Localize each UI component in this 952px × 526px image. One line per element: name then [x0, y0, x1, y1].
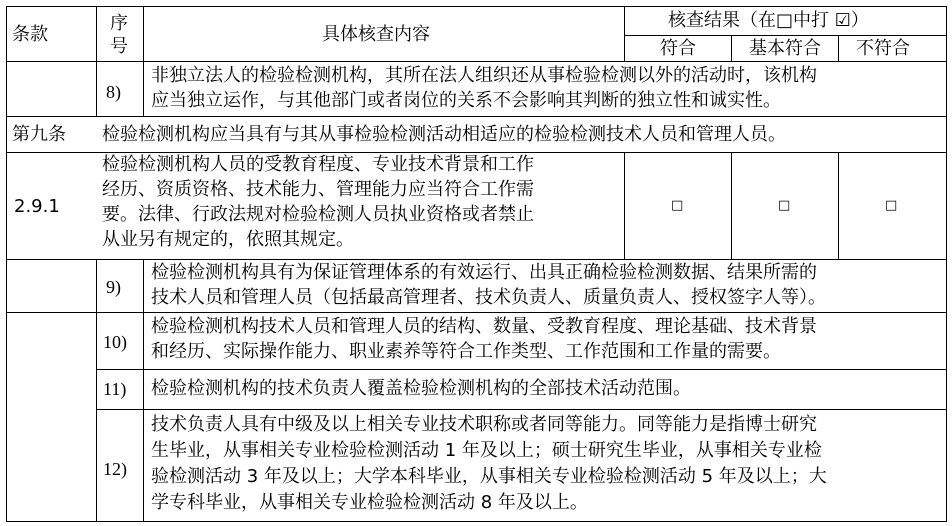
seq-number: 8): [106, 82, 121, 102]
text-line: 从业另有规定的，依照其规定。: [102, 229, 354, 250]
item-text: [151, 262, 826, 309]
header-bottom-line: [6, 61, 946, 62]
header-option-basic: 基本符合: [749, 38, 821, 59]
table-border-left: [6, 6, 7, 522]
checkbox-nonconform[interactable]: □: [885, 198, 898, 213]
clause-text: 检验检测机构应当具有与其从事检验检测活动相适应的检验检测技术人员和管理人员。: [102, 124, 786, 145]
item-text: 检验检测机构的技术负责人覆盖检验检测机构的全部技术活动范围。: [151, 378, 691, 399]
clause-col-line: [96, 259, 97, 522]
table-border-top: [6, 6, 946, 7]
checkbox-basic-conform[interactable]: □: [778, 198, 791, 213]
row-line: [6, 259, 946, 260]
header-option-nonconform: 不符合: [856, 38, 910, 59]
text-line: 经历、资质资格、技术能力、管理能力应当符合工作需: [102, 179, 534, 200]
text-line: 检验检测机构具有为保证管理体系的有效运行、出具正确检验检测数据、结果所需的: [151, 262, 817, 283]
item-text: [151, 65, 817, 112]
text-line: 技术负责人具有中级及以上相关专业技术职称或者同等能力。同等能力是指博士研究: [151, 414, 817, 435]
table-border-right: [946, 6, 947, 522]
header-option-conform: 符合: [660, 38, 696, 59]
seq-number: 9): [106, 277, 121, 297]
row-line: [6, 152, 946, 153]
result-sub-line: [731, 152, 732, 260]
seq-col-line: [143, 259, 144, 522]
result-col-line: [624, 6, 625, 62]
result-col-line: [624, 152, 625, 260]
row-line: [6, 312, 946, 313]
result-sub-line: [838, 152, 839, 260]
text-line: 学专科毕业，从事相关专业检验检测活动 8 年及以上。: [151, 492, 588, 513]
header-content: 具体核查内容: [322, 24, 430, 45]
row-line: [96, 369, 946, 370]
item-text: [151, 414, 827, 514]
result-subheader-line: [624, 35, 946, 36]
seq-number: 12): [103, 459, 127, 479]
header-seq-line2: 号: [110, 36, 128, 57]
item-text: [151, 316, 817, 363]
header-seq-line1: 序: [110, 13, 128, 34]
row-line: [6, 116, 946, 117]
text-line: 检验检测机构技术人员和管理人员的结构、数量、受教育程度、理论基础、技术背景: [151, 316, 817, 337]
text-line: 检验检测机构人员的受教育程度、专业技术背景和工作: [102, 154, 534, 175]
clause-number: 2.9.1: [14, 196, 60, 217]
text-line: 要。法律、行政法规对检验检测人员执业资格或者禁止: [102, 204, 534, 225]
text-line: 技术人员和管理人员（包括最高管理者、技术负责人、质量负责人、授权签字人等）。: [151, 287, 826, 308]
text-line: 生毕业，从事相关专业检验检测活动 1 年及以上；硕士研究生毕业，从事相关专业检: [151, 440, 822, 461]
result-sub-line: [838, 35, 839, 62]
result-sub-line: [731, 35, 732, 62]
table-border-bottom: [6, 521, 946, 522]
text-line: 应当独立运作，与其他部门或者岗位的关系不会影响其判断的独立性和诚实性。: [151, 90, 781, 111]
clause-text: [102, 154, 534, 251]
seq-number: 10): [103, 332, 127, 352]
text-line: 验检测活动 3 年及以上；大学本科毕业，从事相关专业检验检测活动 5 年及以上；大: [151, 466, 827, 487]
header-result: 核查结果（在□中打 ☑）: [668, 10, 869, 31]
clause-col-line: [96, 6, 97, 117]
seq-number: 11): [103, 379, 127, 399]
header-clause: 条款: [12, 24, 48, 45]
row-line: [96, 409, 946, 410]
seq-col-line: [143, 6, 144, 117]
clause-label: 第九条: [12, 124, 66, 145]
text-line: 和经历、实际操作能力、职业素养等符合工作类型、工作范围和工作量的需要。: [151, 341, 781, 362]
text-line: 非独立法人的检验检测机构，其所在法人组织还从事检验检测以外的活动时，该机构: [151, 65, 817, 86]
checkbox-conform[interactable]: □: [671, 198, 684, 213]
